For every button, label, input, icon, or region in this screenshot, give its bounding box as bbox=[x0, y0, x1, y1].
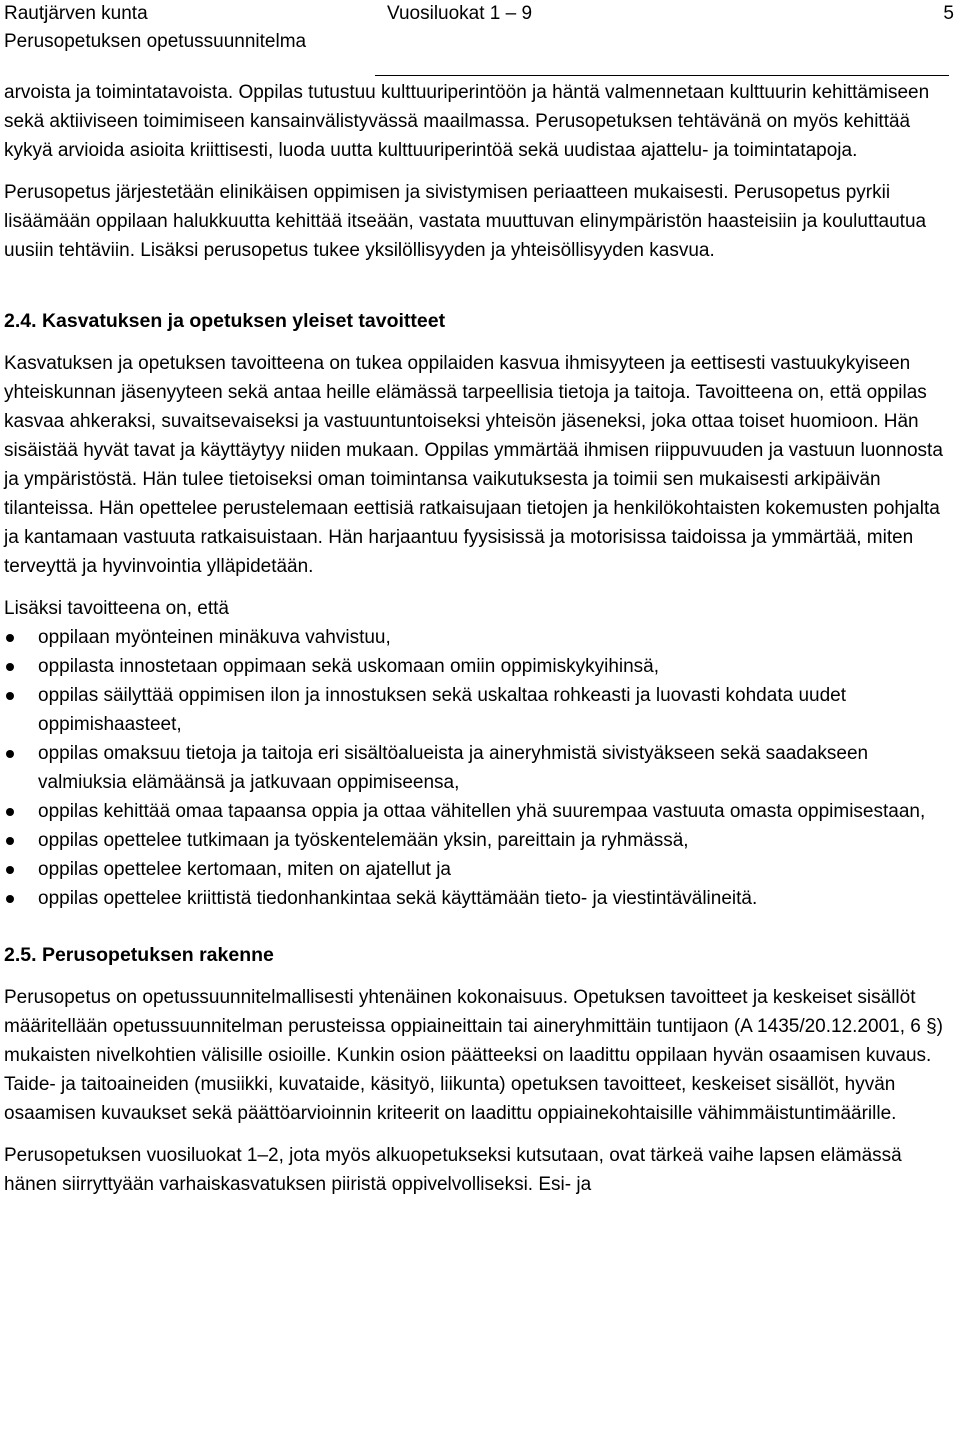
list-item bbox=[4, 826, 954, 855]
list-item-text: oppilas opettelee kertomaan, miten on ajatellut ja bbox=[38, 859, 451, 880]
grade-range: Vuosiluokat 1 – 9 bbox=[387, 3, 533, 24]
list-item bbox=[4, 884, 954, 913]
municipality-name: Rautjärven kunta bbox=[4, 3, 148, 24]
document-body bbox=[4, 78, 954, 1199]
section-heading-2-5: 2.5. Perusopetuksen rakenne bbox=[4, 944, 274, 966]
header-rule bbox=[375, 75, 949, 76]
list-item-text: oppilas säilyttää oppimisen ilon ja innostuksen sekä uskaltaa rohkeasti ja luovasti kohdata uudet oppimishaasteet, bbox=[38, 685, 846, 735]
section-2-5-body: Perusopetus on opetussuunnitelmallisesti yhtenäinen kokonaisuus. Opetuksen tavoitteet ja keskeiset sisällöt määritellään opetussuunnitelman perusteissa oppiaineittain tai aineryhmittäin tuntijaon (A 1435/20.12.2001, 6 §) mukaisten nivelkohtien välisille osioille. Kunkin osion päätteeksi on laadittu oppilaan hyvän osaamisen kuvaus. Taide- ja taitoaineiden (musiikki, kuvataide, käsityö, liikunta) opetuksen tavoitteet, keskeiset sisällöt, hyvän osaamisen kuvaukset sekä päättöarvioinnin kriteerit on laadittu oppiainekohtaisille vähimmäistuntimäärille. bbox=[4, 987, 943, 1124]
bullet-icon bbox=[6, 663, 14, 671]
page-number: 5 bbox=[943, 3, 954, 24]
paragraph-lifelong-learning: Perusopetus järjestetään elinikäisen oppimisen ja sivistymisen periaatteen mukaisesti. Perusopetus pyrkii lisäämään oppilaan halukkuutta kehittää itseään, vastata muuttuvan elinympäristön haasteisiin ja kouluttautua uusiin tehtäviin. Lisäksi perusopetus tukee yksilöllisyyden ja yhteisöllisyyden kasvua. bbox=[4, 182, 927, 261]
section-2-5-body-continued: Perusopetuksen vuosiluokat 1–2, jota myös alkuopetukseksi kutsutaan, ovat tärkeä vaihe lapsen elämässä hänen siirryttyään varhaiskasvatuksen piiristä oppivelvolliseksi. Esi- ja bbox=[4, 1145, 902, 1195]
list-intro: Lisäksi tavoitteena on, että bbox=[4, 598, 229, 619]
bullet-icon bbox=[6, 866, 14, 874]
list-item-text: oppilasta innostetaan oppimaan sekä uskomaan omiin oppimiskykyihinsä, bbox=[38, 656, 660, 677]
list-item bbox=[4, 681, 954, 739]
list-item bbox=[4, 797, 954, 826]
section-heading-2-4: 2.4. Kasvatuksen ja opetuksen yleiset tavoitteet bbox=[4, 310, 446, 332]
bullet-icon bbox=[6, 895, 14, 903]
list-item-text: oppilas opettelee tutkimaan ja työskentelemään yksin, pareittain ja ryhmässä, bbox=[38, 830, 689, 851]
list-item-text: oppilas kehittää omaa tapaansa oppia ja ottaa vähitellen yhä suurempaa vastuuta omasta oppimisestaan, bbox=[38, 801, 926, 822]
list-item-text: oppilas opettelee kriittistä tiedonhankintaa sekä käyttämään tieto- ja viestintävälineitä. bbox=[38, 888, 758, 909]
paragraph-culture: arvoista ja toimintatavoista. Oppilas tutustuu kulttuuriperintöön ja häntä valmennetaan kulttuurin kehittämiseen sekä aktiiviseen toimimiseen kansainvälistyvässä maailmassa. Perusopetuksen tehtävänä on myös kehittää kykyä arvioida asioita kriittisesti, luoda uutta kulttuuriperintöä sekä uudistaa ajattelu- ja toimintatapoja. bbox=[4, 82, 930, 161]
curriculum-title: Perusopetuksen opetussuunnitelma bbox=[4, 31, 307, 52]
list-item bbox=[4, 739, 954, 797]
section-2-4-body: Kasvatuksen ja opetuksen tavoitteena on tukea oppilaiden kasvua ihmisyyteen ja eettisesti vastuukykyiseen yhteiskunnan jäsenyyteen sekä antaa heille elämässä tarpeellisia tietoja ja taitoja. Tavoitteena on, että oppilas kasvaa ahkeraksi, suvaitsevaiseksi ja vastuuntuntoiseksi yhteisön jäseneksi, joka ottaa toiset huomioon. Hän sisäistää hyvät tavat ja käyttäytyy niiden mukaan. Oppilas ymmärtää ihmisen riippuvuuden ja vastuun luonnosta ja ympäristöstä. Hän tulee tietoiseksi oman toimintansa vaikutuksesta ja toimii sen mukaisesti arkipäivän tilanteissa. Hän opettelee perustelemaan eettisiä ratkaisujaan tietojen ja henkilökohtaisten kokemusten pohjalta ja kantamaan vastuuta ratkaisuistaan. Hän harjaantuu fyysisissä ja motorisissa taidoissa ja ymmärtää, miten terveyttä ja hyvinvointia ylläpidetään. bbox=[4, 353, 943, 577]
list-item-text: oppilas omaksuu tietoja ja taitoja eri sisältöalueista ja aineryhmistä sivistyäkseen sekä saadakseen valmiuksia elämäänsä ja jatkuvaan oppimiseensa, bbox=[38, 743, 869, 793]
bullet-icon bbox=[6, 634, 14, 642]
list-item bbox=[4, 855, 954, 884]
list-item bbox=[4, 652, 954, 681]
bullet-icon bbox=[6, 808, 14, 816]
bullet-icon bbox=[6, 837, 14, 845]
bullet-icon bbox=[6, 692, 14, 700]
list-item-text: oppilaan myönteinen minäkuva vahvistuu, bbox=[38, 627, 391, 648]
bullet-icon bbox=[6, 750, 14, 758]
page-header bbox=[0, 0, 960, 80]
list-item bbox=[4, 623, 954, 652]
goals-list bbox=[4, 623, 954, 913]
